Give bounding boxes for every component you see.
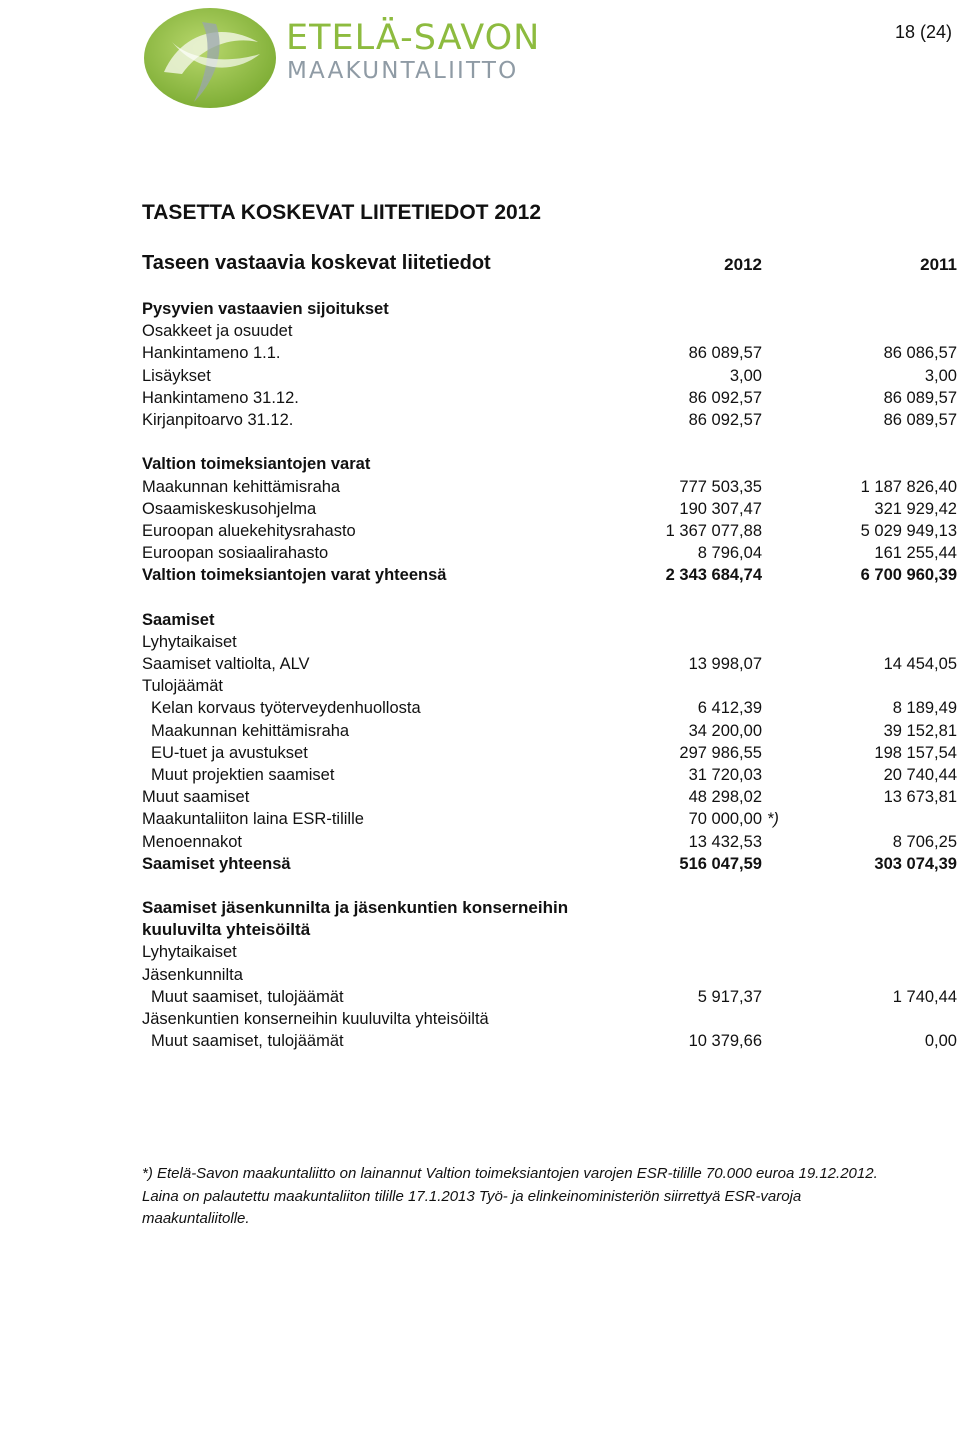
column-header-2011: 2011	[920, 255, 957, 274]
row-label: Lyhytaikaiset	[142, 943, 237, 962]
row-label: Maakuntaliiton laina ESR-tilille	[142, 810, 364, 829]
value-2012: 5 917,37	[697, 987, 762, 1006]
row-label: Hankintameno 1.1.	[142, 344, 281, 363]
row-label: Muut saamiset, tulojäämät	[151, 1032, 344, 1051]
table-row	[142, 919, 960, 941]
value-2012: 13 998,07	[688, 655, 762, 673]
footnote-marker: *)	[767, 810, 779, 829]
table-row	[142, 476, 960, 498]
value-2012: 86 089,57	[688, 344, 762, 363]
row-label: Saamiset valtiolta, ALV	[142, 655, 310, 673]
value-2012: 48 298,02	[688, 788, 762, 807]
section-title: Taseen vastaavia koskevat liitetiedot	[142, 252, 491, 274]
table-row	[142, 520, 960, 542]
row-label: Euroopan aluekehitysrahasto	[142, 521, 356, 540]
spacer-row	[142, 431, 960, 453]
value-2012: 86 092,57	[688, 410, 762, 429]
row-label: Lisäykset	[142, 366, 211, 385]
spacer-row	[142, 875, 960, 897]
table-row	[142, 564, 960, 586]
table-row	[142, 697, 960, 719]
value-2011: 0,00	[924, 1032, 957, 1051]
value-2012: 6 412,39	[697, 699, 762, 718]
row-label: Kirjanpitoarvo 31.12.	[142, 410, 294, 429]
value-2011: 20 740,44	[883, 765, 957, 784]
footnote	[142, 1163, 954, 1231]
table-row	[142, 320, 960, 342]
row-label: Maakunnan kehittämisraha	[142, 477, 341, 496]
maakuntaliitto-logo-icon	[142, 2, 280, 110]
row-label: Osakkeet ja osuudet	[142, 322, 293, 341]
row-label: Osaamiskeskusohjelma	[142, 499, 317, 518]
value-2011: 86 089,57	[883, 388, 957, 407]
value-2011: 5 029 949,13	[860, 521, 957, 540]
value-2012: 70 000,00	[688, 810, 762, 829]
row-label: kuuluvilta yhteisöiltä	[142, 920, 311, 940]
value-2012: 86 092,57	[688, 388, 762, 407]
row-label: Valtion toimeksiantojen varat yhteensä	[142, 566, 447, 585]
value-2012: 31 720,03	[688, 765, 762, 784]
value-2011: 1 740,44	[892, 987, 957, 1006]
row-label: Menoennakot	[142, 832, 242, 851]
row-label: Jäsenkunnilta	[142, 965, 243, 984]
value-2011: 6 700 960,39	[860, 566, 957, 585]
value-2012: 3,00	[729, 366, 762, 385]
table-row	[142, 786, 960, 808]
footnote-line: maakuntaliitolle.	[142, 1210, 250, 1227]
table-row	[142, 831, 960, 853]
table-row	[142, 631, 960, 653]
table-row	[142, 853, 960, 875]
row-label: Valtion toimeksiantojen varat	[142, 455, 371, 474]
table-row	[142, 675, 960, 697]
row-label: Lyhytaikaiset	[142, 632, 237, 651]
table-row	[142, 653, 960, 675]
table-row	[142, 453, 960, 475]
value-2012: 190 307,47	[679, 499, 762, 518]
row-label: Jäsenkuntien konserneihin kuuluvilta yhteisöiltä	[142, 1010, 489, 1028]
table-row	[142, 342, 960, 364]
row-label: Saamiset yhteensä	[142, 854, 291, 873]
value-2012: 10 379,66	[688, 1032, 762, 1051]
row-label: Euroopan sosiaalirahasto	[142, 544, 329, 563]
value-2012: 777 503,35	[679, 477, 762, 496]
table-row	[142, 609, 960, 631]
value-2012: 2 343 684,74	[665, 566, 762, 585]
table-row	[142, 409, 960, 431]
value-2012: 34 200,00	[688, 721, 762, 740]
row-label: Muut projektien saamiset	[151, 765, 335, 784]
table-row	[142, 498, 960, 520]
table-row	[142, 986, 960, 1008]
page-number: 18 (24)	[894, 22, 952, 42]
value-2011: 321 929,42	[874, 499, 957, 518]
table-row	[142, 764, 960, 786]
value-2011: 198 157,54	[874, 743, 957, 762]
logo-wordmark-line2: MAAKUNTALIITTO	[287, 58, 519, 84]
row-label: Kelan korvaus työterveydenhuollosta	[151, 699, 421, 718]
column-header-2012: 2012	[724, 255, 762, 274]
row-label: Saamiset jäsenkunnilta ja jäsenkuntien konserneihin	[142, 898, 569, 918]
value-2011: 3,00	[924, 366, 957, 385]
value-2012: 297 986,55	[679, 743, 762, 762]
value-2011: 13 673,81	[883, 788, 957, 807]
value-2012: 1 367 077,88	[665, 521, 762, 540]
table-row	[142, 365, 960, 387]
table-row	[142, 964, 960, 986]
section-header	[142, 252, 960, 278]
value-2011: 14 454,05	[883, 655, 957, 673]
table-row	[142, 1008, 960, 1030]
notes-table	[142, 298, 960, 1052]
table-row	[142, 387, 960, 409]
table-row	[142, 1030, 960, 1052]
page-header	[0, 0, 960, 120]
value-2011: 303 074,39	[874, 854, 957, 873]
row-label: Muut saamiset	[142, 788, 250, 807]
value-2011: 161 255,44	[874, 544, 957, 563]
row-label: Tulojäämät	[142, 677, 224, 696]
table-row	[142, 897, 960, 919]
document-title: TASETTA KOSKEVAT LIITETIEDOT 2012	[142, 201, 542, 224]
table-row	[142, 808, 960, 830]
value-2011: 86 089,57	[883, 410, 957, 429]
value-2011: 1 187 826,40	[860, 477, 957, 496]
value-2011: 39 152,81	[883, 721, 957, 740]
table-row	[142, 720, 960, 742]
value-2012: 516 047,59	[679, 854, 762, 873]
table-row	[142, 298, 960, 320]
row-label: EU-tuet ja avustukset	[151, 743, 308, 762]
value-2011: 8 706,25	[892, 832, 957, 851]
value-2011: 8 189,49	[892, 699, 957, 718]
spacer-row	[142, 586, 960, 608]
row-label: Maakunnan kehittämisraha	[151, 721, 350, 740]
row-label: Pysyvien vastaavien sijoitukset	[142, 300, 389, 318]
row-label: Saamiset	[142, 610, 215, 629]
table-row	[142, 742, 960, 764]
row-label: Muut saamiset, tulojäämät	[151, 987, 344, 1006]
row-label: Hankintameno 31.12.	[142, 388, 299, 407]
table-row	[142, 941, 960, 963]
value-2011: 86 086,57	[883, 344, 957, 363]
table-row	[142, 542, 960, 564]
value-2012: 13 432,53	[688, 832, 762, 851]
footnote-line: Laina on palautettu maakuntaliiton tilille 17.1.2013 Työ- ja elinkeinoministeriön siirrettyä ESR-varoja	[142, 1187, 802, 1205]
value-2012: 8 796,04	[697, 544, 762, 563]
footnote-line: *) Etelä-Savon maakuntaliitto on lainannut Valtion toimeksiantojen varojen ESR-tilille 70.000 euroa 19.12.2012.	[142, 1165, 878, 1182]
logo-wordmark-line1: ETELÄ-SAVON	[286, 18, 541, 58]
